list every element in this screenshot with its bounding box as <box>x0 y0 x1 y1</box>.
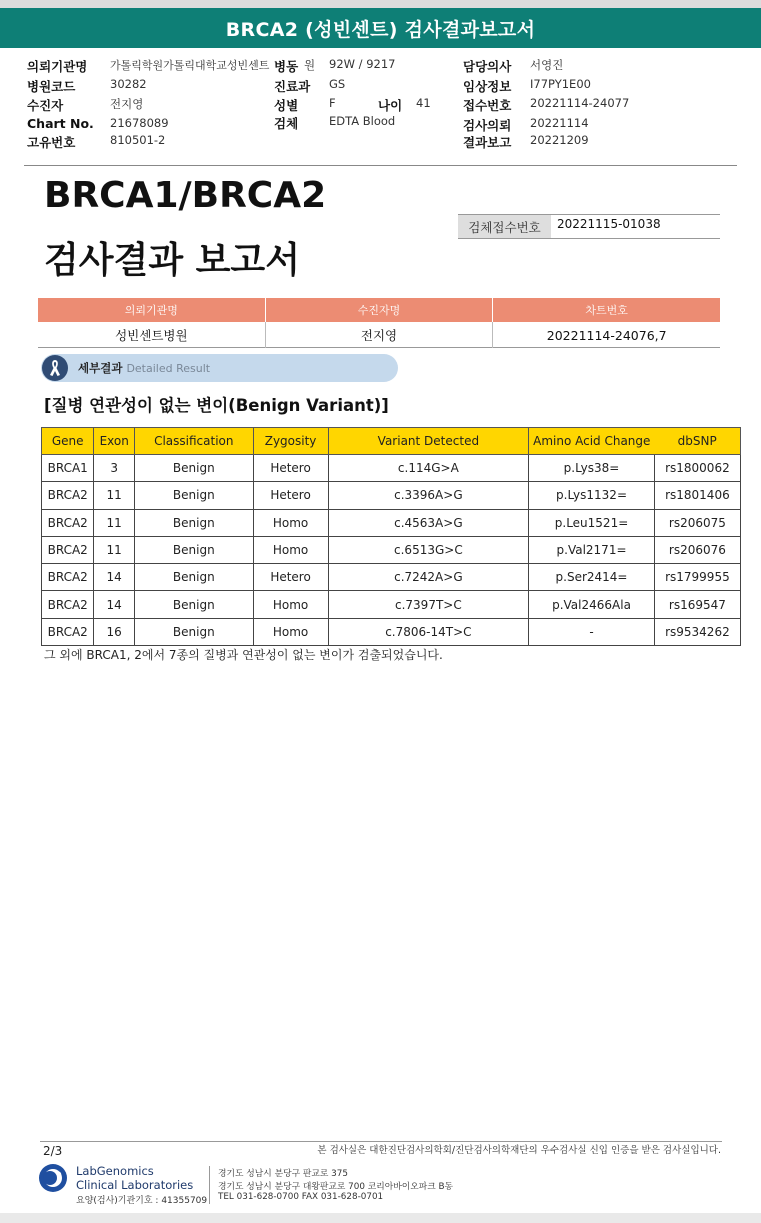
cell-classification: Benign <box>134 618 253 645</box>
hospital-code-label: 병원코드 <box>27 79 76 94</box>
cell-dbsnp: rs206076 <box>654 536 740 563</box>
cell-classification: Benign <box>134 536 253 563</box>
cell-variant: c.7806-14T>C <box>328 618 529 645</box>
cell-classification: Benign <box>134 564 253 591</box>
patient-label: 수진자 <box>27 98 64 113</box>
cell-zygosity: Hetero <box>253 455 328 482</box>
column-header-variant: Variant Detected <box>328 428 529 455</box>
detailed-result-pill <box>41 354 398 382</box>
table-row <box>42 482 741 509</box>
cell-exon: 3 <box>94 455 135 482</box>
clinical-info-label: 임상정보 <box>463 79 512 94</box>
requesting-institution-value: 가톨릭학원가톨릭대학교성빈센트 <box>110 59 270 72</box>
info-header-chart: 차트번호 <box>492 298 720 322</box>
request-info-table <box>38 298 720 348</box>
cell-gene: BRCA2 <box>42 536 94 563</box>
top-strip <box>0 0 761 8</box>
report-title-line2: 검사결과 보고서 <box>44 240 300 281</box>
age-label: 나이 <box>378 98 403 113</box>
cell-classification: Benign <box>134 455 253 482</box>
ribbon-icon <box>42 355 68 381</box>
cell-gene: BRCA2 <box>42 564 94 591</box>
receipt-no-label: 접수번호 <box>463 98 512 113</box>
report-header-title: BRCA2 (성빈센트) 검사결과보고서 <box>225 18 536 41</box>
table-row <box>42 591 741 618</box>
sex-label: 성별 <box>274 98 299 113</box>
variant-footnote: 그 외에 BRCA1, 2에서 7종의 질병과 연관성이 없는 변이가 검출되었습니다. <box>44 648 443 662</box>
cell-amino-acid: p.Leu1521= <box>529 509 655 536</box>
ward-suffix: 원 <box>304 58 316 72</box>
cell-zygosity: Homo <box>253 509 328 536</box>
test-request-value: 20221114 <box>530 116 589 130</box>
table-row <box>42 618 741 645</box>
labgenomics-logo-icon <box>38 1163 68 1193</box>
chart-no-label: Chart No. <box>27 116 94 131</box>
cell-exon: 11 <box>94 509 135 536</box>
unique-no-value: 810501-2 <box>110 133 166 147</box>
cell-amino-acid: p.Val2171= <box>529 536 655 563</box>
cell-variant: c.4563A>G <box>328 509 529 536</box>
specimen-receipt-box <box>458 214 720 239</box>
lab-institution-code: 요양(검사)기관기호 : 41355709 <box>76 1196 208 1206</box>
cell-gene: BRCA2 <box>42 509 94 536</box>
table-row <box>42 536 741 563</box>
chart-no-value: 21678089 <box>110 116 169 130</box>
cell-amino-acid: - <box>529 618 655 645</box>
variant-table-header <box>42 428 741 455</box>
info-value-institution: 성빈센트병원 <box>115 328 188 343</box>
footer-vertical-divider <box>209 1166 210 1204</box>
info-header-patient: 수진자명 <box>265 298 493 322</box>
cell-gene: BRCA2 <box>42 591 94 618</box>
cell-exon: 14 <box>94 591 135 618</box>
specimen-value: EDTA Blood <box>329 114 396 128</box>
department-label: 진료과 <box>274 79 311 94</box>
report-title-line1: BRCA1/BRCA2 <box>44 175 327 216</box>
cell-dbsnp: rs9534262 <box>654 618 740 645</box>
requesting-institution-label: 의뢰기관명 <box>27 59 88 74</box>
cell-zygosity: Homo <box>253 591 328 618</box>
cell-zygosity: Homo <box>253 618 328 645</box>
cell-amino-acid: p.Val2466Ala <box>529 591 655 618</box>
cell-amino-acid: p.Lys1132= <box>529 482 655 509</box>
cell-amino-acid: p.Lys38= <box>529 455 655 482</box>
table-row <box>42 455 741 482</box>
lab-name-line1: LabGenomics <box>76 1164 154 1178</box>
unique-no-label: 고유번호 <box>27 135 76 150</box>
lab-address-2: 경기도 성남시 분당구 대왕판교로 700 코리아바이오파크 B동 <box>218 1182 454 1192</box>
cell-variant: c.6513G>C <box>328 536 529 563</box>
page-number: 2/3 <box>43 1144 63 1158</box>
cell-classification: Benign <box>134 591 253 618</box>
cell-classification: Benign <box>134 509 253 536</box>
cell-dbsnp: rs1799955 <box>654 564 740 591</box>
doctor-value: 서영진 <box>530 58 564 72</box>
table-row <box>42 509 741 536</box>
info-value-patient: 전지영 <box>265 322 493 348</box>
cell-gene: BRCA2 <box>42 482 94 509</box>
cell-gene: BRCA1 <box>42 455 94 482</box>
cell-exon: 11 <box>94 536 135 563</box>
ward-value: 92W / 9217 <box>329 57 396 71</box>
header-divider <box>24 165 737 166</box>
result-report-value: 20221209 <box>530 133 589 147</box>
benign-variant-heading: [질병 연관성이 없는 변이(Benign Variant)] <box>44 396 389 415</box>
column-header-amino-acid: Amino Acid Change <box>529 428 655 455</box>
specimen-receipt-label: 검체접수번호 <box>458 215 551 238</box>
hospital-code-value: 30282 <box>110 77 147 91</box>
variant-table <box>41 427 741 646</box>
cell-exon: 16 <box>94 618 135 645</box>
detailed-result-label-ko: 세부결과 <box>78 361 123 375</box>
test-request-label: 검사의뢰 <box>463 118 512 133</box>
cell-dbsnp: rs169547 <box>654 591 740 618</box>
ward-label: 병동 <box>274 59 299 74</box>
column-header-zygosity: Zygosity <box>253 428 328 455</box>
detailed-result-label-en: Detailed Result <box>126 361 211 375</box>
cell-gene: BRCA2 <box>42 618 94 645</box>
patient-info-block <box>0 50 761 165</box>
result-report-label: 결과보고 <box>463 135 512 150</box>
column-header-classification: Classification <box>134 428 253 455</box>
cell-exon: 11 <box>94 482 135 509</box>
cell-zygosity: Hetero <box>253 564 328 591</box>
lab-name-line2: Clinical Laboratories <box>76 1178 194 1192</box>
info-header-institution: 의뢰기관명 <box>124 304 178 317</box>
cell-variant: c.7397T>C <box>328 591 529 618</box>
lab-address-1: 경기도 성남시 분당구 판교로 375 <box>218 1169 348 1179</box>
request-info-row <box>38 322 720 348</box>
certification-text: 본 검사실은 대한진단검사의학회/진단검사의학재단의 우수검사실 신입 인증을 받은 검사실입니다. <box>317 1145 721 1156</box>
cell-exon: 14 <box>94 564 135 591</box>
cell-zygosity: Hetero <box>253 482 328 509</box>
specimen-receipt-value: 20221115-01038 <box>557 217 661 231</box>
column-header-exon: Exon <box>94 428 135 455</box>
sex-value: F <box>329 96 336 110</box>
lab-phone: TEL 031-628-0700 FAX 031-628-0701 <box>218 1192 384 1202</box>
department-value: GS <box>329 77 346 91</box>
doctor-label: 담당의사 <box>463 59 512 74</box>
cell-zygosity: Homo <box>253 536 328 563</box>
request-info-header <box>38 298 720 322</box>
cell-dbsnp: rs1801406 <box>654 482 740 509</box>
info-value-chart: 20221114-24076,7 <box>492 322 720 348</box>
cell-dbsnp: rs206075 <box>654 509 740 536</box>
column-header-dbsnp: dbSNP <box>654 428 740 455</box>
cell-variant: c.114G>A <box>328 455 529 482</box>
table-row <box>42 564 741 591</box>
cell-classification: Benign <box>134 482 253 509</box>
column-header-gene: Gene <box>42 428 94 455</box>
cell-amino-acid: p.Ser2414= <box>529 564 655 591</box>
cell-dbsnp: rs1800062 <box>654 455 740 482</box>
receipt-no-value: 20221114-24077 <box>530 96 630 110</box>
report-title-bar <box>0 8 761 48</box>
bottom-strip <box>0 1213 761 1223</box>
patient-value: 전지영 <box>110 97 144 111</box>
age-value: 41 <box>416 96 431 110</box>
clinical-info-value: I77PY1E00 <box>530 77 591 91</box>
cell-variant: c.7242A>G <box>328 564 529 591</box>
specimen-label: 검체 <box>274 116 299 131</box>
cell-variant: c.3396A>G <box>328 482 529 509</box>
